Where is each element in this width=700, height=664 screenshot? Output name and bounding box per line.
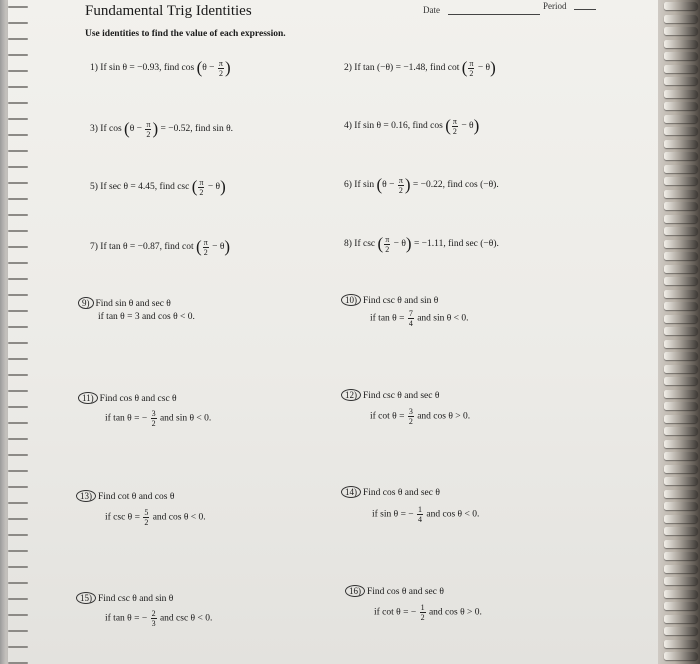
spiral-coil [664, 40, 698, 48]
problem-14: 14) Find cos θ and sec θ [341, 486, 440, 498]
spiral-coil [664, 552, 698, 560]
spiral-coil [664, 15, 698, 23]
perforation-mark [8, 390, 28, 392]
spiral-coil [664, 127, 698, 135]
perforation-mark [8, 550, 28, 552]
problem-text: If tan θ = −0.87, find cot [100, 242, 194, 253]
problem-9-condition: if tan θ = 3 and cos θ < 0. [98, 312, 195, 322]
problem-10-condition: if tan θ = $\frac{7}{4}$ and sin θ < 0. [370, 309, 469, 328]
spiral-coil [664, 240, 698, 248]
problem-12: 12) Find csc θ and sec θ [341, 389, 439, 401]
spiral-coil [664, 165, 698, 173]
problem-number-circled: 13) [76, 490, 96, 502]
spiral-coil [664, 327, 698, 335]
spiral-coil [664, 190, 698, 198]
perforation-mark [8, 22, 28, 24]
spiral-coil [664, 452, 698, 460]
perforation-mark [8, 342, 28, 344]
spiral-coil [664, 502, 698, 510]
perforation-mark [8, 230, 28, 232]
perforation-mark [8, 566, 28, 568]
spiral-coil [664, 627, 698, 635]
spiral-coil [664, 2, 698, 10]
spiral-coil [664, 365, 698, 373]
spiral-coil [664, 577, 698, 585]
spiral-coil [664, 65, 698, 73]
problem-9: 9) Find sin θ and sec θ [78, 297, 171, 309]
spiral-coil [664, 615, 698, 623]
spiral-coil [664, 640, 698, 648]
problem-number: 7) [90, 242, 98, 253]
spiral-coil [664, 140, 698, 148]
problem-11: 11) Find cos θ and csc θ [78, 392, 177, 404]
problem-text: If sin θ = −0.93, find cos [100, 63, 195, 74]
spiral-coil [664, 227, 698, 235]
perforation-mark [8, 278, 28, 280]
problem-number: 2) [344, 63, 352, 74]
spiral-coil [664, 477, 698, 485]
problem-number-circled: 12) [341, 389, 361, 401]
problem-number-circled: 10) [341, 294, 361, 306]
spiral-coil [664, 465, 698, 473]
problem-number: 4) [344, 121, 352, 132]
problem-14-condition: if sin θ = − $\frac{1}{4}$ and cos θ < 0. [372, 505, 480, 524]
perforation-mark [8, 118, 28, 120]
period-blank [574, 9, 596, 10]
spiral-coil [664, 515, 698, 523]
period-label: Period [543, 1, 567, 11]
problem-13-condition: if csc θ = $\frac{5}{2}$ and cos θ < 0. [105, 508, 206, 527]
spiral-coil [664, 340, 698, 348]
perforation-mark [8, 598, 28, 600]
worksheet-title: Fundamental Trig Identities [85, 3, 252, 19]
perforation-mark [8, 614, 28, 616]
instructions: Use identities to find the value of each expression. [85, 29, 286, 39]
perforation-mark [8, 310, 28, 312]
spiral-coil [664, 490, 698, 498]
spiral-coil [664, 602, 698, 610]
perforation-mark [8, 198, 28, 200]
problem-number: 5) [90, 182, 98, 193]
left-margin-perforation [8, 0, 34, 664]
spiral-coil [664, 52, 698, 60]
spiral-coil [664, 427, 698, 435]
problem-13: 13) Find cot θ and cos θ [76, 490, 174, 502]
problem-16-condition: if cot θ = − $\frac{1}{2}$ and cos θ > 0. [374, 603, 482, 622]
spiral-coil [664, 540, 698, 548]
perforation-mark [8, 86, 28, 88]
perforation-mark [8, 406, 28, 408]
perforation-mark [8, 454, 28, 456]
perforation-mark [8, 438, 28, 440]
spiral-coil [664, 202, 698, 210]
date-blank [448, 14, 540, 15]
spiral-coil [664, 252, 698, 260]
problem-number: 6) [344, 180, 352, 191]
problem-10: 10) Find csc θ and sin θ [341, 294, 438, 306]
problem-number-circled: 16) [345, 585, 365, 597]
perforation-mark [8, 358, 28, 360]
problem-1: 1) If sin θ = −0.93, find cos (θ − $\frac{\pi}{2}$ ) [90, 58, 231, 78]
perforation-mark [8, 166, 28, 168]
problem-text: If csc [354, 239, 376, 250]
problem-6: 6) If sin (θ − $\frac{\pi}{2}$ ) = −0.22, find cos (−θ). [344, 175, 499, 195]
problem-11-condition: if tan θ = − $\frac{3}{2}$ and sin θ < 0. [105, 409, 212, 428]
perforation-mark [8, 518, 28, 520]
problem-number-circled: 9) [78, 297, 94, 309]
perforation-mark [8, 182, 28, 184]
spiral-coil [664, 352, 698, 360]
problem-7: 7) If tan θ = −0.87, find cot ( $\frac{\pi}{2}$ − θ) [90, 237, 231, 257]
perforation-mark [8, 534, 28, 536]
worksheet-page [8, 0, 660, 664]
spiral-coil [664, 565, 698, 573]
problem-text: If tan (−θ) = −1.48, find cot [354, 63, 460, 74]
perforation-mark [8, 630, 28, 632]
perforation-mark [8, 262, 28, 264]
spiral-coil [664, 377, 698, 385]
spiral-coil [664, 590, 698, 598]
spiral-coil [664, 315, 698, 323]
perforation-mark [8, 374, 28, 376]
spiral-coil [664, 415, 698, 423]
spiral-binding [658, 0, 700, 664]
problem-15: 15) Find csc θ and sin θ [76, 592, 173, 604]
problem-2: 2) If tan (−θ) = −1.48, find cot ( $\frac{\pi}{2}$ − θ) [344, 58, 496, 78]
spiral-coil [664, 302, 698, 310]
spiral-coil [664, 527, 698, 535]
problem-12-condition: if cot θ = $\frac{3}{2}$ and cos θ > 0. [370, 407, 471, 426]
perforation-mark [8, 38, 28, 40]
problem-number: 8) [344, 239, 352, 250]
perforation-mark [8, 214, 28, 216]
problem-4: 4) If sin θ = 0.16, find cos ( $\frac{\pi}{2}$ − θ) [344, 116, 480, 136]
perforation-mark [8, 582, 28, 584]
problem-text: If sec θ = 4.45, find csc [100, 182, 190, 193]
spiral-coil [664, 277, 698, 285]
perforation-mark [8, 102, 28, 104]
problem-number-circled: 11) [78, 392, 98, 404]
perforation-mark [8, 502, 28, 504]
spiral-coil [664, 90, 698, 98]
spiral-coil [664, 652, 698, 660]
problem-number: 1) [90, 63, 98, 74]
spiral-coil [664, 265, 698, 273]
problem-16: 16) Find cos θ and sec θ [345, 585, 444, 597]
perforation-mark [8, 150, 28, 152]
problem-3: 3) If cos (θ − $\frac{\pi}{2}$ ) = −0.52, find sin θ. [90, 119, 234, 139]
problem-number-circled: 14) [341, 486, 361, 498]
perforation-mark [8, 422, 28, 424]
spiral-coil [664, 152, 698, 160]
perforation-mark [8, 6, 28, 8]
perforation-mark [8, 54, 28, 56]
perforation-mark [8, 70, 28, 72]
problem-5: 5) If sec θ = 4.45, find csc ( $\frac{\pi}{2}$ − θ) [90, 177, 226, 197]
perforation-mark [8, 470, 28, 472]
spiral-coil [664, 177, 698, 185]
perforation-mark [8, 294, 28, 296]
spiral-coil [664, 402, 698, 410]
problem-text: If cos [100, 124, 122, 135]
spiral-coil [664, 102, 698, 110]
spiral-coil [664, 215, 698, 223]
problem-text: If sin [354, 180, 375, 191]
perforation-mark [8, 646, 28, 648]
problem-number: 3) [90, 124, 98, 135]
spiral-coil [664, 27, 698, 35]
perforation-mark [8, 326, 28, 328]
perforation-mark [8, 134, 28, 136]
spiral-coil [664, 440, 698, 448]
spiral-coil [664, 390, 698, 398]
spiral-coil [664, 115, 698, 123]
problem-8: 8) If csc ( $\frac{\pi}{2}$ − θ) = −1.11, find sec (−θ). [344, 234, 499, 254]
problem-15-condition: if tan θ = − $\frac{2}{3}$ and csc θ < 0. [105, 609, 213, 628]
problem-number-circled: 15) [76, 592, 96, 604]
perforation-mark [8, 486, 28, 488]
spiral-coil [664, 77, 698, 85]
problem-text: If sin θ = 0.16, find cos [354, 121, 443, 132]
spiral-coil [664, 290, 698, 298]
perforation-mark [8, 246, 28, 248]
date-label: Date [423, 5, 440, 15]
